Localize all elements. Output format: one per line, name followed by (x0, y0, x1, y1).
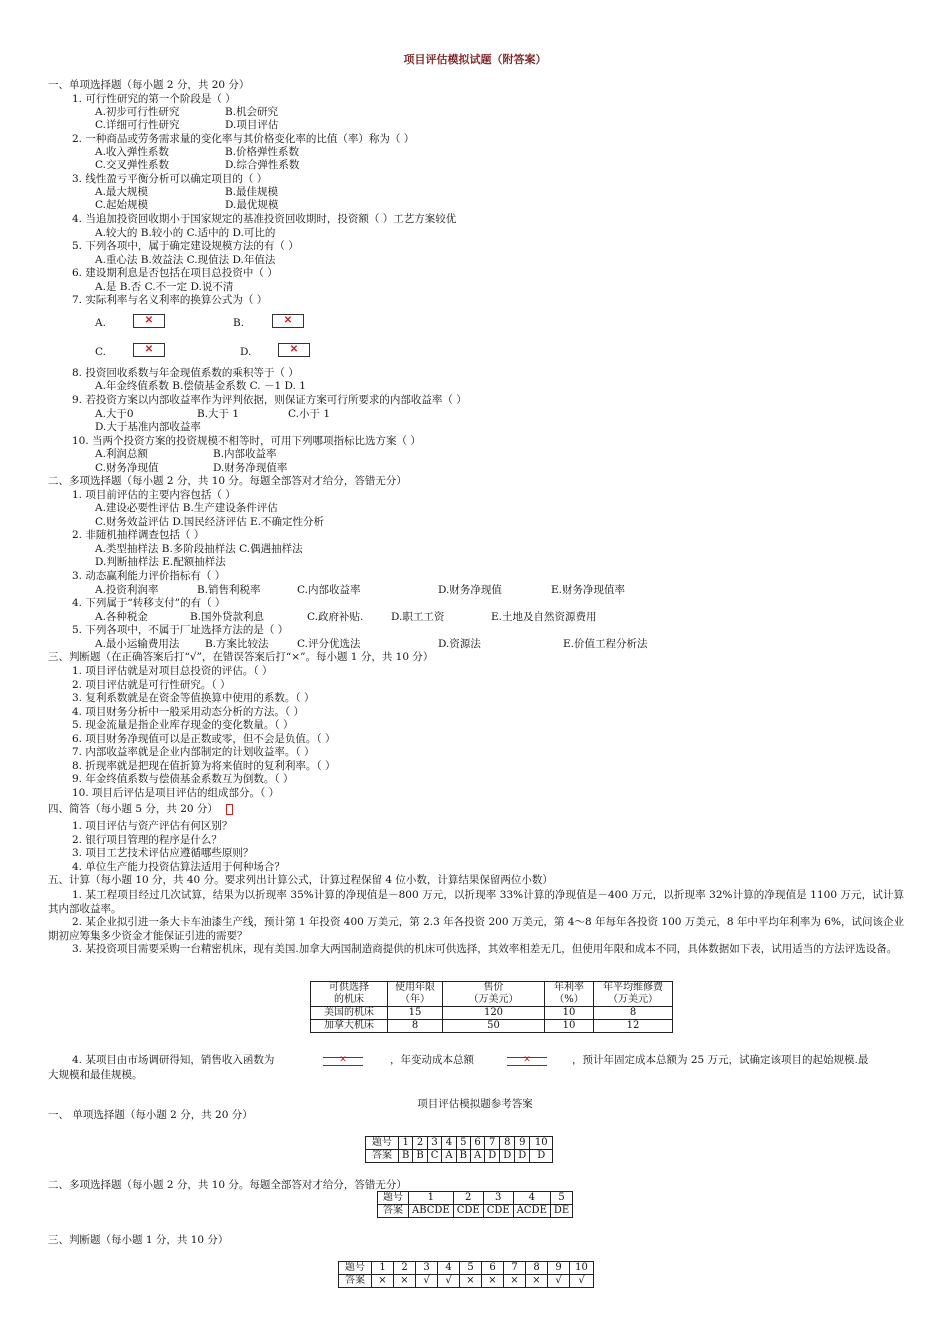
table-header: 年平均维修费 （万美元） (594, 982, 673, 1007)
answer-table-single (365, 1136, 553, 1163)
question: 9. 若投资方案以内部收益率作为评判依据，则保证方案可行所要求的内部收益率（ ） (72, 394, 467, 406)
option: B.价格弹性系数 (225, 146, 300, 158)
option: B.方案比较法 (205, 638, 269, 650)
option: C.评分优选法 (297, 638, 361, 650)
option: B.销售利税率 (197, 584, 261, 596)
question: 4. 当追加投资回收期小于国家规定的基准投资回收期时，投资额（ ）工艺方案较优 (72, 213, 457, 225)
table-cell: B (456, 1150, 470, 1163)
option: C.内部收益率 (297, 584, 361, 596)
table-cell: 1 (409, 1192, 454, 1205)
table-cell: ABCDE (409, 1205, 454, 1218)
option: A.利润总额 (95, 448, 148, 460)
judgement-item: 8. 折现率就是把现在值折算为将来值时的复利利率。（ ） (72, 760, 336, 772)
table-row (311, 1020, 673, 1033)
options-line: A.年金终值系数 B.偿债基金系数 C. －1 D. 1 (95, 380, 306, 392)
option: E.价值工程分析法 (563, 638, 648, 650)
judgement-item: 6. 项目财务净现值可以是正数或零，但不会是负值。（ ） (72, 733, 336, 745)
table-cell: 6 (482, 1262, 504, 1275)
table-cell: D (515, 1150, 530, 1163)
table-cell: × (372, 1275, 394, 1288)
judgement-item: 3. 复利系数就是在资金等值换算中使用的系数。（ ） (72, 692, 315, 704)
option: C.小于 1 (288, 408, 331, 420)
option: D.财务净现值率 (213, 462, 288, 474)
table-header: 年利率 （%） (545, 982, 594, 1007)
table-row (339, 1275, 594, 1288)
option: B. (233, 317, 245, 329)
table-row (311, 1007, 673, 1020)
table-cell: D (530, 1150, 553, 1163)
table-cell: × (504, 1275, 526, 1288)
option: D.项目评估 (225, 119, 279, 131)
option: B.最佳规模 (225, 186, 279, 198)
option: D.综合弹性系数 (225, 159, 300, 171)
broken-formula-image-icon: ✕ (133, 314, 165, 328)
table-cell: × (526, 1275, 548, 1288)
options-line: A.建设必要性评估 B.生产建设条件评估 (95, 502, 278, 514)
machine-table (310, 981, 673, 1033)
broken-formula-image-icon: ✕ (507, 1057, 547, 1066)
broken-formula-image-icon: ✕ (133, 343, 165, 357)
table-cell: 6 (470, 1137, 484, 1150)
table-cell: 8 (594, 1007, 673, 1020)
answers-heading: 项目评估模拟题参考答案 (417, 1098, 533, 1110)
calc-problem-part: ，年变动成本总额 (390, 1054, 474, 1066)
table-row (366, 1137, 553, 1150)
table-cell: 4 (513, 1192, 550, 1205)
options-line: A.是 B.否 C.不一定 D.说不清 (95, 281, 234, 293)
calc-problem: 1. 某工程项目经过几次试算，结果为以折现率 35%计算的净现值是－800 万元，以折现率 33%计算的净现值是－400 万元，以折现率 32%计算的净现值是 1100 万元，试计算其内部收益率。 (48, 889, 904, 915)
option: E.财务净现值率 (551, 584, 626, 596)
question: 7. 实际利率与名义利率的换算公式为（ ） (72, 294, 268, 306)
section-heading: 二、多项选择题（每小题 2 分，共 10 分。每题全部答对才给分，答错无分） (48, 475, 407, 487)
table-row (378, 1192, 573, 1205)
section-heading: 三、判断题（在正确答案后打“√”，在错误答案后打“×”。每小题 1 分，共 10 分） (48, 651, 434, 663)
table-cell: D (500, 1150, 515, 1163)
section-heading: 一、单项选择题（每小题 2 分，共 20 分） (48, 79, 250, 91)
option: D.财务净现值 (438, 584, 502, 596)
table-cell: 2 (413, 1137, 427, 1150)
table-cell: 8 (388, 1020, 443, 1033)
table-header: 使用年限 （年） (388, 982, 443, 1007)
calc-problem: 4. 某项目由市场调研得知，销售收入函数为 (72, 1054, 275, 1066)
option: B.国外贷款利息 (190, 611, 265, 623)
section-heading: 五、计算（每小题 10 分，共 40 分。要求列出计算公式，计算过程保留 4 位小数，计算结果保留两位小数） (48, 874, 553, 886)
table-cell: 3 (427, 1137, 442, 1150)
judgement-item: 4. 项目财务分析中一般采用动态分析的方法。（ ） (72, 706, 304, 718)
table-cell: 答案 (378, 1205, 409, 1218)
question: 1. 项目前评估的主要内容包括（ ） (72, 489, 236, 501)
option: E.土地及自然资源费用 (491, 611, 597, 623)
table-header-row (311, 982, 673, 1007)
broken-image-icon (226, 804, 233, 815)
option: D.最优规模 (225, 199, 279, 211)
table-cell: √ (548, 1275, 570, 1288)
table-cell: CDE (453, 1205, 483, 1218)
table-cell: D (485, 1150, 500, 1163)
table-row (378, 1205, 573, 1218)
section-heading: 四、简答（每小题 5 分，共 20 分） (48, 803, 218, 815)
table-cell: 题号 (366, 1137, 399, 1150)
document-title: 项目评估模拟试题（附答案） (403, 53, 547, 66)
options-line: A.较大的 B.较小的 C.适中的 D.可比的 (95, 227, 276, 239)
table-cell: A (470, 1150, 484, 1163)
short-question: 2. 银行项目管理的程序是什么？ (72, 834, 222, 846)
short-question: 1. 项目评估与资产评估有何区别？ (72, 820, 233, 832)
table-header: 售价 （万美元） (443, 982, 545, 1007)
table-header: 可供选择 的机床 (311, 982, 388, 1007)
question: 5. 下列各项中，不属于厂址选择方法的是（ ） (72, 624, 289, 636)
option: C.交叉弹性系数 (95, 159, 169, 171)
question: 2. 一种商品或劳务需求量的变化率与其价格变化率的比值（率）称为（ ） (72, 133, 415, 145)
table-cell: √ (416, 1275, 438, 1288)
table-cell: DE (550, 1205, 572, 1218)
table-cell: 10 (545, 1007, 594, 1020)
option: B.大于 1 (197, 408, 240, 420)
option: A.大于0 (95, 408, 134, 420)
table-cell: 10 (530, 1137, 553, 1150)
table-cell: 50 (443, 1020, 545, 1033)
judgement-item: 10. 项目后评估是项目评估的组成部分。（ ） (72, 787, 280, 799)
table-cell: 题号 (378, 1192, 409, 1205)
table-cell: 5 (550, 1192, 572, 1205)
question: 10. 当两个投资方案的投资规模不相等时，可用下列哪项指标比选方案（ ） (72, 435, 421, 447)
question: 2. 非随机抽样调查包括（ ） (72, 529, 205, 541)
options-line: C.财务效益评估 D.国民经济评估 E.不确定性分析 (95, 516, 325, 528)
calc-problem: 3. 某投资项目需要采购一台精密机床，现有美国.加拿大两国制造商提供的机床可供选择，其效率相差无几，但使用年限和成本不同，具体数据如下表，试用适当的方法评选设备。 (72, 943, 898, 955)
broken-formula-image-icon: ✕ (272, 314, 304, 328)
table-cell: 7 (504, 1262, 526, 1275)
calc-problem-part: 大规模和最佳规模。 (48, 1069, 143, 1081)
section-heading: 二、多项选择题（每小题 2 分，共 10 分。每题全部答对才给分，答错无分） (48, 1179, 407, 1191)
option: C.财务净现值 (95, 462, 159, 474)
table-cell: ACDE (513, 1205, 550, 1218)
section-heading: 三、判断题（每小题 1 分，共 10 分） (48, 1234, 229, 1246)
calc-problem: 2. 某企业拟引进一条大卡车油漆生产线，预计第 1 年投资 400 万美元，第 2.3 年各投资 200 万美元，第 4～8 年每年各投资 100 万美元，8 年中平均年利率为 6%，试问该企业期初应筹集多少资金才能保证引进的需要？ (48, 916, 905, 942)
option: A.最小运输费用法 (95, 638, 180, 650)
option: C.起始规模 (95, 199, 148, 211)
judgement-item: 5. 现金流量是指企业库存现金的变化数量。（ ） (72, 719, 294, 731)
table-cell: √ (438, 1275, 460, 1288)
question: 1. 可行性研究的第一个阶段是（ ） (72, 93, 236, 105)
judgement-item: 9. 年金终值系数与偿债基金系数互为倒数。（ ） (72, 773, 294, 785)
broken-formula-image-icon: ✕ (323, 1057, 363, 1066)
answer-table-multiple (377, 1191, 573, 1218)
table-cell: 3 (483, 1192, 513, 1205)
option: D. (240, 346, 252, 358)
table-cell: 1 (399, 1137, 413, 1150)
table-cell: B (399, 1150, 413, 1163)
broken-formula-image-icon: ✕ (278, 343, 310, 357)
judgement-item: 1. 项目评估就是对项目总投资的评估。（ ） (72, 665, 273, 677)
table-cell: 题号 (339, 1262, 372, 1275)
table-cell: 10 (545, 1020, 594, 1033)
table-cell: √ (570, 1275, 594, 1288)
option: A.初步可行性研究 (95, 106, 180, 118)
option: C.详细可行性研究 (95, 119, 180, 131)
table-cell: CDE (483, 1205, 513, 1218)
table-cell: C (427, 1150, 442, 1163)
table-cell: 8 (500, 1137, 515, 1150)
table-cell: 美国的机床 (311, 1007, 388, 1020)
table-cell: 5 (460, 1262, 482, 1275)
answer-table-judgement (338, 1261, 594, 1288)
option: D.资源法 (438, 638, 481, 650)
table-cell: 15 (388, 1007, 443, 1020)
table-cell: 2 (453, 1192, 483, 1205)
table-cell: × (394, 1275, 416, 1288)
question: 8. 投资回收系数与年金现值系数的乘积等于（ ） (72, 367, 299, 379)
table-cell: × (460, 1275, 482, 1288)
question: 3. 线性盈亏平衡分析可以确定项目的（ ） (72, 173, 268, 185)
table-cell: 9 (548, 1262, 570, 1275)
option: C.政府补贴. (307, 611, 364, 623)
table-cell: B (413, 1150, 427, 1163)
option: D.职工工资 (391, 611, 445, 623)
table-cell: 9 (515, 1137, 530, 1150)
options-line: D.判断抽样法 E.配额抽样法 (95, 556, 226, 568)
table-cell: 4 (438, 1262, 460, 1275)
table-cell: 12 (594, 1020, 673, 1033)
question: 6. 建设期利息是否包括在项目总投资中（ ） (72, 267, 278, 279)
options-line: A.类型抽样法 B.多阶段抽样法 C.偶遇抽样法 (95, 543, 303, 555)
option: B.内部收益率 (213, 448, 277, 460)
calc-problem-part: ，预计年固定成本总额为 25 万元，试确定该项目的起始规模.最 (572, 1054, 869, 1066)
table-cell: A (442, 1150, 456, 1163)
judgement-item: 2. 项目评估就是可行性研究。（ ） (72, 679, 231, 691)
section-heading: 一、 单项选择题（每小题 2 分，共 20 分） (48, 1109, 253, 1121)
question: 3. 动态赢利能力评价指标有（ ） (72, 570, 226, 582)
table-cell: 7 (485, 1137, 500, 1150)
table-cell: 8 (526, 1262, 548, 1275)
option: A. (95, 317, 106, 329)
option: A.收入弹性系数 (95, 146, 169, 158)
table-row (366, 1150, 553, 1163)
table-cell: 10 (570, 1262, 594, 1275)
table-cell: 4 (442, 1137, 456, 1150)
table-cell: 1 (372, 1262, 394, 1275)
option: A.投资利润率 (95, 584, 159, 596)
judgement-item: 7. 内部收益率就是企业内部制定的计划收益率。（ ） (72, 746, 315, 758)
short-question: 3. 项目工艺技术评估应遵循哪些原则？ (72, 847, 254, 859)
option: B.机会研究 (225, 106, 279, 118)
question: 4. 下列属于“转移支付”的有（ ） (72, 597, 226, 609)
option: A.各种税金 (95, 611, 148, 623)
option: A.最大规模 (95, 186, 148, 198)
table-cell: 120 (443, 1007, 545, 1020)
short-question: 4. 单位生产能力投资估算法适用于何种场合？ (72, 861, 285, 873)
table-cell: 答案 (366, 1150, 399, 1163)
option: C. (95, 346, 106, 358)
table-cell: × (482, 1275, 504, 1288)
question: 5. 下列各项中，属于确定建设规模方法的有（ ） (72, 240, 299, 252)
table-cell: 加拿大机床 (311, 1020, 388, 1033)
table-cell: 5 (456, 1137, 470, 1150)
option: D.大于基准内部收益率 (95, 421, 201, 433)
table-cell: 2 (394, 1262, 416, 1275)
table-cell: 答案 (339, 1275, 372, 1288)
options-line: A.重心法 B.效益法 C.现值法 D.年值法 (95, 254, 276, 266)
table-cell: 3 (416, 1262, 438, 1275)
table-row (339, 1262, 594, 1275)
